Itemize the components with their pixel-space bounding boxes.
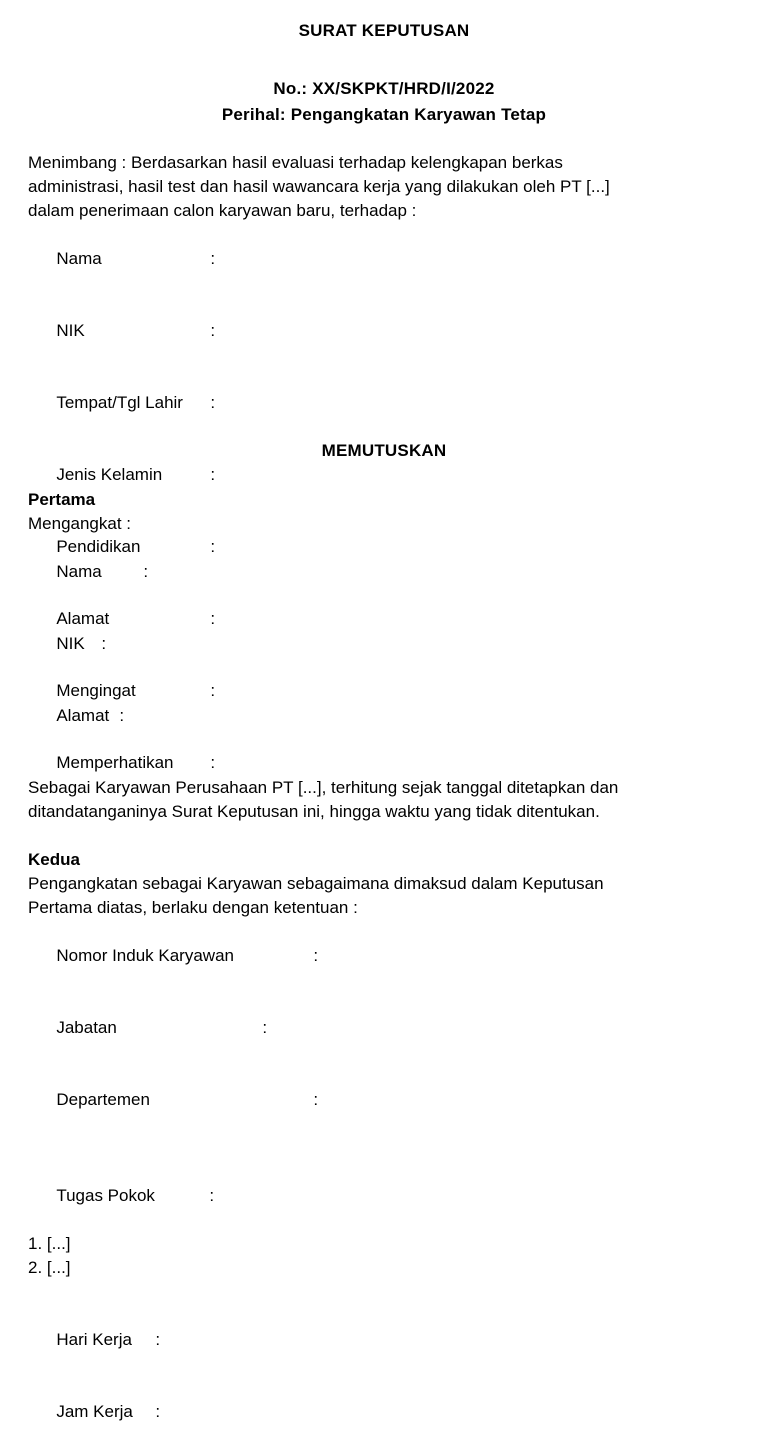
decision-section xyxy=(28,488,716,1448)
clause-one-paragraph-line-2: ditandatanganinya Surat Keputusan ini, hingga waktu yang tidak ditentukan. xyxy=(28,802,600,821)
decision-heading: MEMUTUSKAN xyxy=(321,441,447,460)
considering-paragraph-line-1: Menimbang : Berdasarkan hasil evaluasi terhadap kelengkapan berkas xyxy=(28,153,563,172)
field-label-alamat: Alamat xyxy=(56,706,110,725)
clause-two-paragraph-line-1: Pengangkatan sebagai Karyawan sebagaimana dimaksud dalam Keputusan xyxy=(28,874,604,893)
field-colon: : xyxy=(313,1090,319,1109)
list-item: 2. [...] xyxy=(28,1258,71,1277)
field-label-mengingat: Mengingat xyxy=(56,681,136,700)
field-label-nik: NIK xyxy=(56,634,85,653)
clause-two-paragraph-line-2: Pertama diatas, berlaku dengan ketentuan : xyxy=(28,898,358,917)
duties-row xyxy=(28,1160,716,1232)
field-row xyxy=(28,295,716,367)
field-label-alamat: Alamat xyxy=(56,609,110,628)
page-title: SURAT KEPUTUSAN xyxy=(298,21,470,40)
field-colon: : xyxy=(155,1330,161,1349)
field-colon: : xyxy=(210,753,216,772)
field-row xyxy=(28,223,716,295)
field-colon: : xyxy=(209,1186,215,1205)
field-row xyxy=(28,536,716,608)
clause-one-paragraph-line-1: Sebagai Karyawan Perusahaan PT [...], terhitung sejak tanggal ditetapkan dan xyxy=(28,778,619,797)
field-row xyxy=(28,608,716,680)
clause-one-heading: Pertama xyxy=(28,490,96,509)
field-label-nomor-induk-karyawan: Nomor Induk Karyawan xyxy=(56,946,234,965)
field-colon: : xyxy=(143,562,149,581)
document-subject: Perihal: Pengangkatan Karyawan Tetap xyxy=(221,105,547,124)
field-row xyxy=(28,920,716,992)
field-row xyxy=(28,680,716,752)
field-colon: : xyxy=(313,946,319,965)
field-colon: : xyxy=(210,537,216,556)
field-colon: : xyxy=(210,609,216,628)
field-label-nama: Nama xyxy=(56,249,102,268)
field-label-nik: NIK xyxy=(56,321,85,340)
field-colon: : xyxy=(210,465,216,484)
field-colon: : xyxy=(155,1402,161,1421)
list-item: 1. [...] xyxy=(28,1234,71,1253)
field-row xyxy=(28,992,716,1064)
clause-one-intro: Mengangkat : xyxy=(28,514,132,533)
field-row xyxy=(28,1304,716,1376)
spacer xyxy=(28,1280,716,1304)
field-colon: : xyxy=(210,681,216,700)
spacer xyxy=(28,824,716,848)
field-label-nama: Nama xyxy=(56,562,102,581)
document-number: No.: XX/SKPKT/HRD/I/2022 xyxy=(273,79,495,98)
field-label-tugas-pokok: Tugas Pokok xyxy=(56,1186,155,1205)
field-label-memperhatikan: Memperhatikan xyxy=(56,753,174,772)
field-label-tempat-tgl-lahir: Tempat/Tgl Lahir xyxy=(56,393,183,412)
field-label-pendidikan: Pendidikan xyxy=(56,537,141,556)
field-colon: : xyxy=(262,1018,268,1037)
field-colon: : xyxy=(119,706,125,725)
field-label-jam-kerja: Jam Kerja xyxy=(56,1402,133,1421)
field-label-departemen: Departemen xyxy=(56,1090,150,1109)
clause-two-heading: Kedua xyxy=(28,850,80,869)
field-row xyxy=(28,367,716,439)
field-row xyxy=(28,1064,716,1136)
field-colon: : xyxy=(210,249,216,268)
field-label-jabatan: Jabatan xyxy=(56,1018,117,1037)
field-label-hari-kerja: Hari Kerja xyxy=(56,1330,132,1349)
considering-paragraph-line-3: dalam penerimaan calon karyawan baru, terhadap : xyxy=(28,201,417,220)
document-reference-block xyxy=(0,76,768,128)
field-colon: : xyxy=(210,393,216,412)
spacer xyxy=(28,752,716,776)
considering-paragraph-line-2: administrasi, hasil test dan hasil wawancara kerja yang dilakukan oleh PT [...] xyxy=(28,177,610,196)
field-colon: : xyxy=(210,321,216,340)
field-label-jenis-kelamin: Jenis Kelamin xyxy=(56,465,163,484)
field-colon: : xyxy=(101,634,107,653)
spacer xyxy=(28,1136,716,1160)
field-row xyxy=(28,1376,716,1448)
